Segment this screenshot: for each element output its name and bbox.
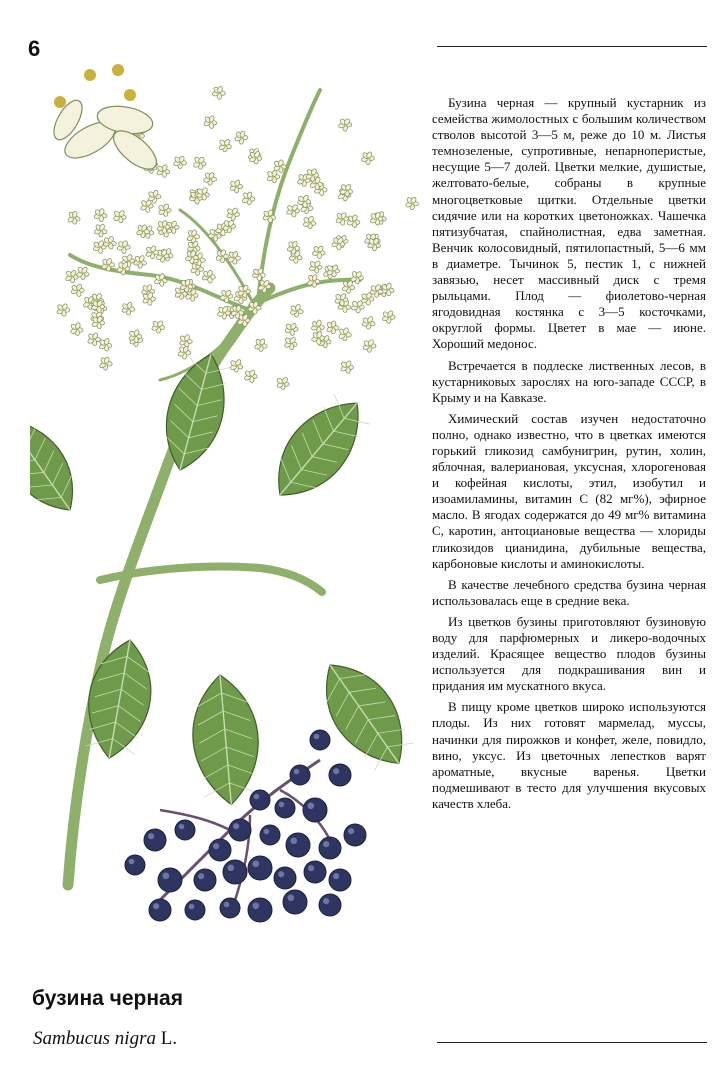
- floret-center: [179, 161, 181, 163]
- floret-center: [209, 178, 211, 180]
- leaf: [79, 635, 160, 764]
- floret: [179, 334, 193, 348]
- floret-center: [332, 269, 334, 271]
- berry-highlight: [213, 843, 219, 849]
- floret-center: [127, 307, 129, 309]
- floret: [56, 303, 70, 317]
- berry-highlight: [308, 865, 314, 871]
- berry: [229, 819, 251, 841]
- floret-center: [223, 311, 225, 313]
- floret-center: [292, 209, 294, 211]
- berry: [329, 869, 351, 891]
- floret-center: [367, 321, 369, 323]
- floret-center: [268, 215, 270, 217]
- floret-center: [294, 256, 296, 258]
- leaf-rachis: [100, 567, 322, 593]
- floret: [71, 283, 85, 297]
- floret-center: [97, 321, 99, 323]
- berry: [344, 824, 366, 846]
- berry-highlight: [333, 873, 339, 879]
- floret-center: [122, 267, 124, 269]
- floret-center: [368, 345, 370, 347]
- floret: [203, 172, 217, 185]
- floret-center: [249, 375, 251, 377]
- floret: [254, 338, 268, 352]
- floret-center: [228, 225, 230, 227]
- floret-center: [302, 179, 304, 181]
- paragraph: Бузина черная — крупный кустарник из семейства жимолостных с большим количеством стволов высотой 3—5 м, реже до 10 м. Листья темнозеленые, супротивные, непарноперистые, несущие 5—7 долей. Цветки мелкие, душистые, желтовато-белые, собраны в крупные многоцветковые щитки. Отдельные цветки сидячие или на коротких цветоножках. Чашечка пятизубчатая, спайнолистная, едва заметная. Венчик колосовидный, пятилопастный, 5—6 мм в диаметре. Тычинок 5, пестик 1, с нижней завязью, несет массивный диск с тремя рыльцами. Плод — фиолетово-черная ягодовидная костянка с 3—5 косточками, округлой формы. Цветет в мае — июне. Хороший медонос.: [432, 95, 706, 352]
- floret-center: [62, 309, 64, 311]
- floret-center: [317, 337, 319, 339]
- berry: [209, 839, 231, 861]
- floret-center: [337, 242, 339, 244]
- floret: [338, 118, 352, 131]
- floret-center: [319, 188, 321, 190]
- floret-center: [292, 246, 294, 248]
- floret-center: [263, 285, 265, 287]
- floret: [362, 339, 376, 352]
- floret: [242, 191, 256, 205]
- floret: [94, 208, 108, 222]
- berry-highlight: [148, 833, 154, 839]
- floret-center: [296, 309, 298, 311]
- floret-center: [346, 366, 348, 368]
- floret: [218, 139, 232, 152]
- berry-highlight: [254, 794, 260, 800]
- leaf: [306, 648, 422, 780]
- berry: [194, 869, 216, 891]
- floret-center: [279, 165, 281, 167]
- floret: [338, 327, 352, 341]
- floret-center: [122, 246, 124, 248]
- berry: [290, 765, 310, 785]
- floret: [193, 156, 207, 170]
- floret-center: [96, 298, 98, 300]
- berry: [310, 730, 330, 750]
- berry: [283, 890, 307, 914]
- floret-center: [180, 292, 182, 294]
- berry: [175, 820, 195, 840]
- berry: [303, 798, 327, 822]
- floret-center: [366, 297, 368, 299]
- leaf: [258, 385, 379, 513]
- floret: [154, 273, 168, 287]
- floret-center: [198, 162, 200, 164]
- berry-highlight: [252, 860, 259, 867]
- floret-center: [93, 338, 95, 340]
- leaf: [188, 672, 264, 807]
- enlarged-flower: [48, 64, 162, 176]
- floret-center: [75, 328, 77, 330]
- floret: [362, 316, 376, 329]
- floret: [121, 302, 135, 316]
- berry-highlight: [287, 894, 294, 901]
- floret: [113, 210, 127, 224]
- plant-common-name: бузина черная: [32, 987, 183, 1010]
- floret-center: [127, 260, 129, 262]
- floret-center: [243, 290, 245, 292]
- floret-center: [247, 197, 249, 199]
- floret-center: [375, 290, 377, 292]
- floret-center: [221, 255, 223, 257]
- floret: [303, 215, 317, 229]
- paragraph: В качестве лечебного средства бузина черная использовалась еще в средние века.: [432, 576, 706, 608]
- floret-center: [162, 170, 164, 172]
- floret-center: [331, 326, 333, 328]
- floret: [285, 322, 299, 336]
- floret-center: [375, 217, 377, 219]
- floret: [117, 240, 131, 254]
- floret-center: [88, 302, 90, 304]
- floret-center: [146, 205, 148, 207]
- floret-center: [367, 157, 369, 159]
- berry: [144, 829, 166, 851]
- floret-center: [218, 92, 220, 94]
- floret-center: [345, 189, 347, 191]
- floret-center: [76, 289, 78, 291]
- floret-center: [119, 215, 121, 217]
- bottom-rule: [437, 1042, 707, 1043]
- floret-center: [162, 226, 164, 228]
- floret-center: [308, 221, 310, 223]
- floret: [156, 164, 170, 178]
- description-text: [432, 95, 706, 817]
- floret-center: [193, 246, 195, 248]
- floret-center: [183, 351, 185, 353]
- floret: [311, 320, 325, 334]
- anther: [112, 64, 124, 76]
- floret: [67, 211, 81, 225]
- floret-center: [314, 266, 316, 268]
- berry: [275, 798, 295, 818]
- floret-center: [73, 217, 75, 219]
- floret: [87, 332, 101, 346]
- berry: [220, 898, 240, 918]
- floret-center: [232, 213, 234, 215]
- floret-center: [190, 294, 192, 296]
- berry-highlight: [198, 873, 204, 879]
- floret-center: [253, 307, 255, 309]
- berry-highlight: [307, 802, 314, 809]
- berry: [248, 856, 272, 880]
- berry-highlight: [323, 841, 329, 847]
- floret-center: [99, 229, 101, 231]
- berry-highlight: [162, 872, 169, 879]
- floret: [326, 320, 339, 334]
- floret: [405, 196, 419, 210]
- berry-highlight: [294, 769, 300, 775]
- floret-center: [236, 311, 238, 313]
- floret: [158, 203, 171, 217]
- floret-center: [344, 333, 346, 335]
- floret: [341, 280, 355, 294]
- floret: [244, 369, 258, 383]
- floret-center: [161, 255, 163, 257]
- floret-center: [258, 273, 260, 275]
- berry-highlight: [179, 824, 185, 830]
- berry: [149, 899, 171, 921]
- floret-center: [109, 241, 111, 243]
- top-rule: [437, 46, 707, 47]
- floret-center: [185, 285, 187, 287]
- floret: [229, 179, 243, 193]
- floret-center: [233, 257, 235, 259]
- berry-highlight: [227, 864, 234, 871]
- berry-highlight: [129, 859, 135, 865]
- floret: [186, 229, 199, 243]
- paragraph: Химический состав изучен недостаточно полно, однако известно, что в цветках имеются горький гликозид самбунигрин, рутин, холин, яблочная, валериановая, уксусная, хлорогеновая и кофейная кислоты, этил, изобутил и изоамиламины, витамин С (82 мг%), эфирное масло. В ягодах содержатся до 49 мг% витамина С, каротин, антоциановые вещества — хлориды гликозидов цианидина, дубильные вещества, карбоновые кислоты и аминокислоты.: [432, 410, 706, 571]
- floret-center: [290, 328, 292, 330]
- floret: [70, 322, 84, 336]
- floret-center: [290, 342, 292, 344]
- berry-highlight: [348, 828, 354, 834]
- floret-center: [282, 382, 284, 384]
- floret: [382, 310, 396, 323]
- berry-highlight: [264, 829, 270, 835]
- paragraph: Встречается в подлеске лиственных лесов, в кустарниковых зарослях на юго-западе СССР, в Крыму и на Кавказе.: [432, 357, 706, 405]
- floret-center: [323, 340, 325, 342]
- berry-highlight: [153, 903, 159, 909]
- anther: [124, 89, 136, 101]
- floret-center: [242, 319, 244, 321]
- floret: [212, 86, 226, 100]
- floret-center: [225, 295, 227, 297]
- floret-center: [148, 298, 150, 300]
- floret-center: [163, 209, 165, 211]
- floret: [202, 270, 216, 284]
- floret-center: [104, 343, 106, 345]
- floret-center: [344, 123, 346, 125]
- floret: [151, 320, 165, 333]
- floret-center: [142, 230, 144, 232]
- floret-center: [171, 226, 173, 228]
- floret-center: [254, 156, 256, 158]
- floret-center: [192, 235, 194, 237]
- floret: [284, 336, 298, 350]
- floret: [347, 214, 361, 228]
- floret-center: [387, 316, 389, 318]
- floret: [99, 357, 113, 371]
- floret-center: [81, 272, 83, 274]
- paragraph: Из цветков бузины приготовляют бузиновую воду для парфюмерных и ликеро-водочных изделий. Красящее вещество плодов бузины используется для подкрашивания вин и придания им мускатного вкуса.: [432, 613, 706, 694]
- elder-plant-illustration: [30, 40, 422, 940]
- floret-center: [356, 276, 358, 278]
- floret-center: [151, 251, 153, 253]
- floret-center: [317, 325, 319, 327]
- floret-center: [386, 288, 388, 290]
- floret-center: [104, 362, 106, 364]
- floret-center: [272, 175, 274, 177]
- floret: [133, 255, 147, 268]
- berry: [304, 861, 326, 883]
- floret-center: [318, 251, 320, 253]
- berry: [329, 764, 351, 786]
- berry-highlight: [278, 871, 284, 877]
- plant-latin-name: [33, 1028, 177, 1050]
- floret-center: [209, 121, 211, 123]
- floret: [335, 212, 348, 226]
- berry-highlight: [323, 898, 329, 904]
- floret-center: [139, 260, 141, 262]
- berry-highlight: [290, 837, 297, 844]
- floret: [203, 115, 217, 129]
- floret-center: [357, 305, 359, 307]
- latin-binomial: Sambucus nigra: [33, 1028, 156, 1049]
- floret-center: [196, 268, 198, 270]
- floret-center: [202, 193, 204, 195]
- floret-center: [185, 340, 187, 342]
- berry: [158, 868, 182, 892]
- paragraph: В пищу кроме цветков широко используются плоды. Из них готовят мармелад, муссы, начинки для пирожков и конфет, желе, повидло, вино, уксус. Из цветочных лепестков варят ароматные, вкусные варенья. Цветки подмешивают в тесто для улучшения вкусовых качеств хлеба.: [432, 699, 706, 811]
- floret-center: [134, 335, 136, 337]
- floret: [361, 151, 375, 165]
- floret-center: [224, 144, 226, 146]
- berry: [248, 898, 272, 922]
- floret: [309, 260, 323, 274]
- leaf: [30, 405, 91, 525]
- floret: [226, 207, 240, 220]
- floret-center: [352, 220, 354, 222]
- anther: [54, 96, 66, 108]
- floret-center: [341, 218, 343, 220]
- berry-highlight: [333, 768, 339, 774]
- floret: [140, 199, 153, 213]
- berry-highlight: [252, 902, 259, 909]
- floret-center: [347, 286, 349, 288]
- floret-center: [240, 136, 242, 138]
- berry-highlight: [224, 902, 230, 908]
- floret-center: [260, 344, 262, 346]
- berry: [185, 900, 205, 920]
- floret-center: [107, 264, 109, 266]
- floret-center: [99, 214, 101, 216]
- berry: [286, 833, 310, 857]
- floret: [286, 204, 300, 218]
- anther: [84, 69, 96, 81]
- latin-author: L.: [160, 1028, 178, 1049]
- berry: [274, 867, 296, 889]
- floret-center: [315, 182, 317, 184]
- berry: [319, 837, 341, 859]
- floret-center: [214, 234, 216, 236]
- floret-center: [340, 298, 342, 300]
- floret-center: [312, 280, 314, 282]
- floret: [340, 360, 354, 374]
- floret: [266, 170, 279, 184]
- berry-highlight: [233, 823, 239, 829]
- berry: [125, 855, 145, 875]
- berry: [223, 860, 247, 884]
- berry-highlight: [279, 802, 285, 808]
- floret-center: [239, 296, 241, 298]
- floret: [307, 274, 321, 288]
- floret-center: [311, 174, 313, 176]
- berry-highlight: [314, 734, 320, 740]
- floret-center: [208, 275, 210, 277]
- floret: [234, 131, 248, 145]
- page-number: 6: [28, 36, 41, 61]
- floret: [230, 359, 244, 372]
- floret-center: [70, 275, 72, 277]
- floret-center: [235, 364, 237, 366]
- floret: [290, 304, 304, 318]
- floret: [94, 223, 108, 237]
- berry: [260, 825, 280, 845]
- floret-center: [303, 200, 305, 202]
- floret-center: [153, 195, 155, 197]
- floret-center: [373, 243, 375, 245]
- floret: [65, 270, 79, 284]
- floret-center: [157, 325, 159, 327]
- floret-center: [411, 202, 413, 204]
- berry-highlight: [189, 904, 195, 910]
- floret-center: [160, 279, 162, 281]
- berry: [319, 894, 341, 916]
- floret-center: [191, 256, 193, 258]
- floret-center: [97, 305, 99, 307]
- berry: [250, 790, 270, 810]
- floret-center: [147, 290, 149, 292]
- floret-center: [98, 246, 100, 248]
- floret: [93, 240, 107, 254]
- floret-center: [235, 185, 237, 187]
- floret: [173, 155, 187, 168]
- floret: [276, 376, 290, 389]
- floret: [312, 245, 326, 259]
